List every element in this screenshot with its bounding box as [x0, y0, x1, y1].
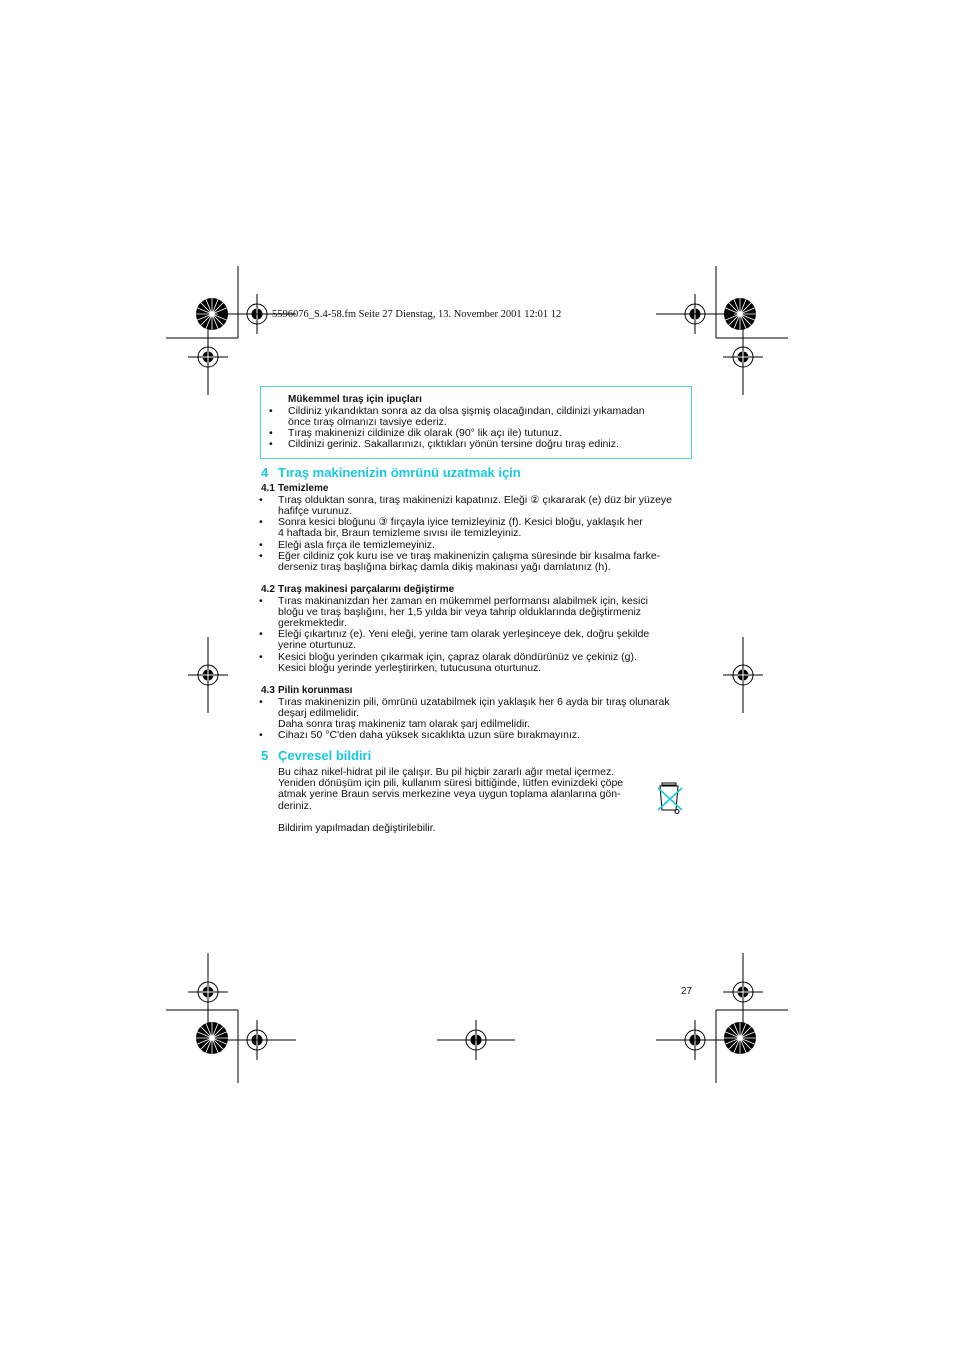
bullet: • [259, 696, 263, 708]
list-item: • Cildiniz yıkandıktan sonra az da olsa şişmiş olacağından, cildinizi yıkamadan önce tıraş olmanızı tavsiye ederiz. [269, 405, 645, 429]
list-item: • Tıras makinenizin pili, ömrünü uzatabilmek için yaklaşık her 6 ayda bir tıraş olunarak deşarj edilmelidir. Daha sonra tıraş makineniz tam olarak şarj edilmelidir. [259, 696, 670, 731]
crossed-out-wheelie-bin-icon [655, 780, 685, 816]
environmental-paragraph: Bu cihaz nikel-hidrat pil ile çalışır. Bu pil hiçbir zararlı ağır metal içermez. Yeniden dönüşüm için pili, kullanım süresi bittiğinde, lütfen evinizdeki çöpe atmak yerine Braun servis merkezine veya uygun toplama alanlarına gön- deriniz. [278, 766, 624, 812]
bullet: • [269, 438, 273, 450]
bullet: • [259, 651, 263, 663]
list-item: • Kesici bloğu yerinden çıkarmak için, çapraz olarak döndürünüz ve çekiniz (g). Kesici bloğu yerinde yerleştirirken, tutucusuna oturtunuz. [259, 651, 637, 675]
list-item: • Tıraş olduktan sonra, tıraş makinenizi kapatınız. Eleği ② çıkararak (e) düz bir yüzeye hafifçe vurunuz. [259, 494, 672, 518]
notice-text: Bildirim yapılmadan değiştirilebilir. [278, 822, 436, 834]
list-item: • Eleği çıkartınız (e). Yeni eleği, yerine tam olarak yerleşinceye dek, doğru şekilde yerine oturtunuz. [259, 628, 650, 652]
subsection-heading: 4.1 Temizleme [261, 483, 329, 494]
list-item: • Tıraş makinenizi cildinize dik olarak (90° lik açı ile) tutunuz. [269, 427, 562, 439]
tips-title: Mükemmel tıraş için ipuçları [288, 394, 422, 405]
list-item: • Eğer cildiniz çok kuru ise ve tıraş makinenizin çalışma süresinde bir kısalma farke- derseniz tıraş başlığına birkaç damla dikiş makinası yağı damlatınız (h). [259, 550, 661, 574]
bullet: • [259, 494, 263, 506]
subsection-heading: 4.2 Tıraş makinesi parçalarını değiştirme [261, 584, 455, 595]
bullet: • [259, 729, 263, 741]
bullet: • [259, 595, 263, 607]
list-item: • Eleği asla fırça ile temizlemeyiniz. [259, 539, 435, 551]
list-item: • Sonra kesici bloğunu ③ fırçayla iyice temizleyiniz (f). Kesici bloğu, yaklaşık her 4 haftada bir, Braun temizleme sıvısı ile temizleyiniz. [259, 516, 643, 540]
subsection-heading: 4.3 Pilin korunması [261, 685, 353, 696]
section-heading: 5 Çevresel bildiri [261, 748, 372, 763]
bullet: • [259, 539, 263, 551]
bullet: • [269, 405, 273, 417]
page-number: 27 [681, 986, 693, 997]
section-heading: 4 Tıraş makinenizin ömrünü uzatmak için [261, 465, 521, 480]
list-item: • Tıras makinanizdan her zaman en mükemmel performansı alabilmek için, kesici bloğu ve tıraş başlığını, her 1,5 yılda bir veya tahrip olduklarında değiştirmeniz gerekmektedir. [259, 595, 648, 630]
list-item: • Cildinizi geriniz. Sakallarınızı, çıktıkları yönün tersine doğru tıraş ediniz. [269, 438, 619, 450]
file-header: 5596076_S.4-58.fm Seite 27 Dienstag, 13. November 2001 12:01 12 [272, 309, 562, 320]
bullet: • [259, 628, 263, 640]
bullet: • [259, 550, 263, 562]
bullet: • [259, 516, 263, 528]
bullet: • [269, 427, 273, 439]
list-item: • Cihazı 50 °C'den daha yüksek sıcaklıkta uzun süre bırakmayınız. [259, 729, 581, 741]
